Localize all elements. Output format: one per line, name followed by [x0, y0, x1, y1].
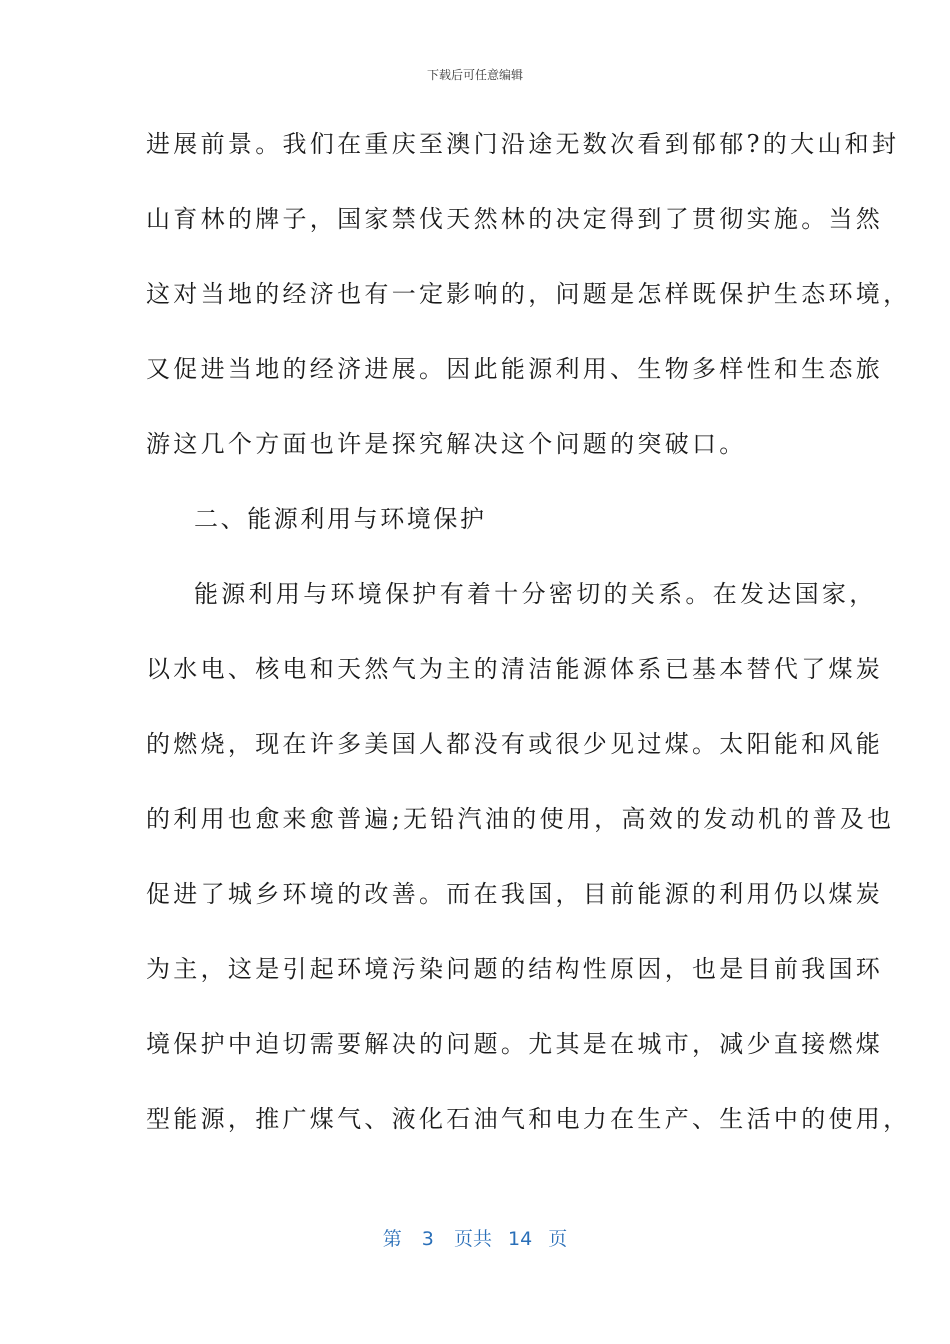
body-line: 又促进当地的经济进展。因此能源利用、生物多样性和生态旅: [146, 355, 884, 383]
page-number-footer: [0, 1224, 950, 1251]
total-pages-number: 14: [508, 1228, 533, 1250]
body-line: 的燃烧，现在许多美国人都没有或很少见过煤。太阳能和风能: [146, 730, 884, 758]
body-line: 进展前景。我们在重庆至澳门沿途无数次看到郁郁?的大山和封: [146, 130, 900, 158]
body-line: 促进了城乡环境的改善。而在我国，目前能源的利用仍以煤炭: [146, 880, 884, 908]
footer-suffix: 页: [548, 1228, 568, 1250]
section-heading: 二、能源利用与环境保护: [194, 505, 487, 533]
body-line: 能源利用与环境保护有着十分密切的关系。在发达国家，: [194, 580, 877, 608]
footer-middle: 页共: [453, 1228, 492, 1250]
footer-prefix: 第: [382, 1228, 402, 1250]
body-line: 以水电、核电和天然气为主的清洁能源体系已基本替代了煤炭: [146, 655, 884, 683]
body-line: 为主，这是引起环境污染问题的结构性原因，也是目前我国环: [146, 955, 884, 983]
header-note: 下载后可任意编辑: [426, 68, 523, 82]
body-line: 境保护中迫切需要解决的问题。尤其是在城市，减少直接燃煤: [146, 1030, 884, 1058]
body-line: 山育林的牌子，国家禁伐天然林的决定得到了贯彻实施。当然: [146, 205, 884, 233]
body-line: 这对当地的经济也有一定影响的，问题是怎样既保护生态环境，: [146, 280, 911, 308]
document-body: [146, 122, 911, 1172]
body-line: 游这几个方面也许是探究解决这个问题的突破口。: [146, 430, 747, 458]
body-line: 型能源，推广煤气、液化石油气和电力在生产、生活中的使用，: [146, 1105, 911, 1133]
current-page-number: 3: [421, 1228, 434, 1250]
body-line: 的利用也愈来愈普遍;无铅汽油的使用，高效的发动机的普及也: [146, 805, 895, 833]
